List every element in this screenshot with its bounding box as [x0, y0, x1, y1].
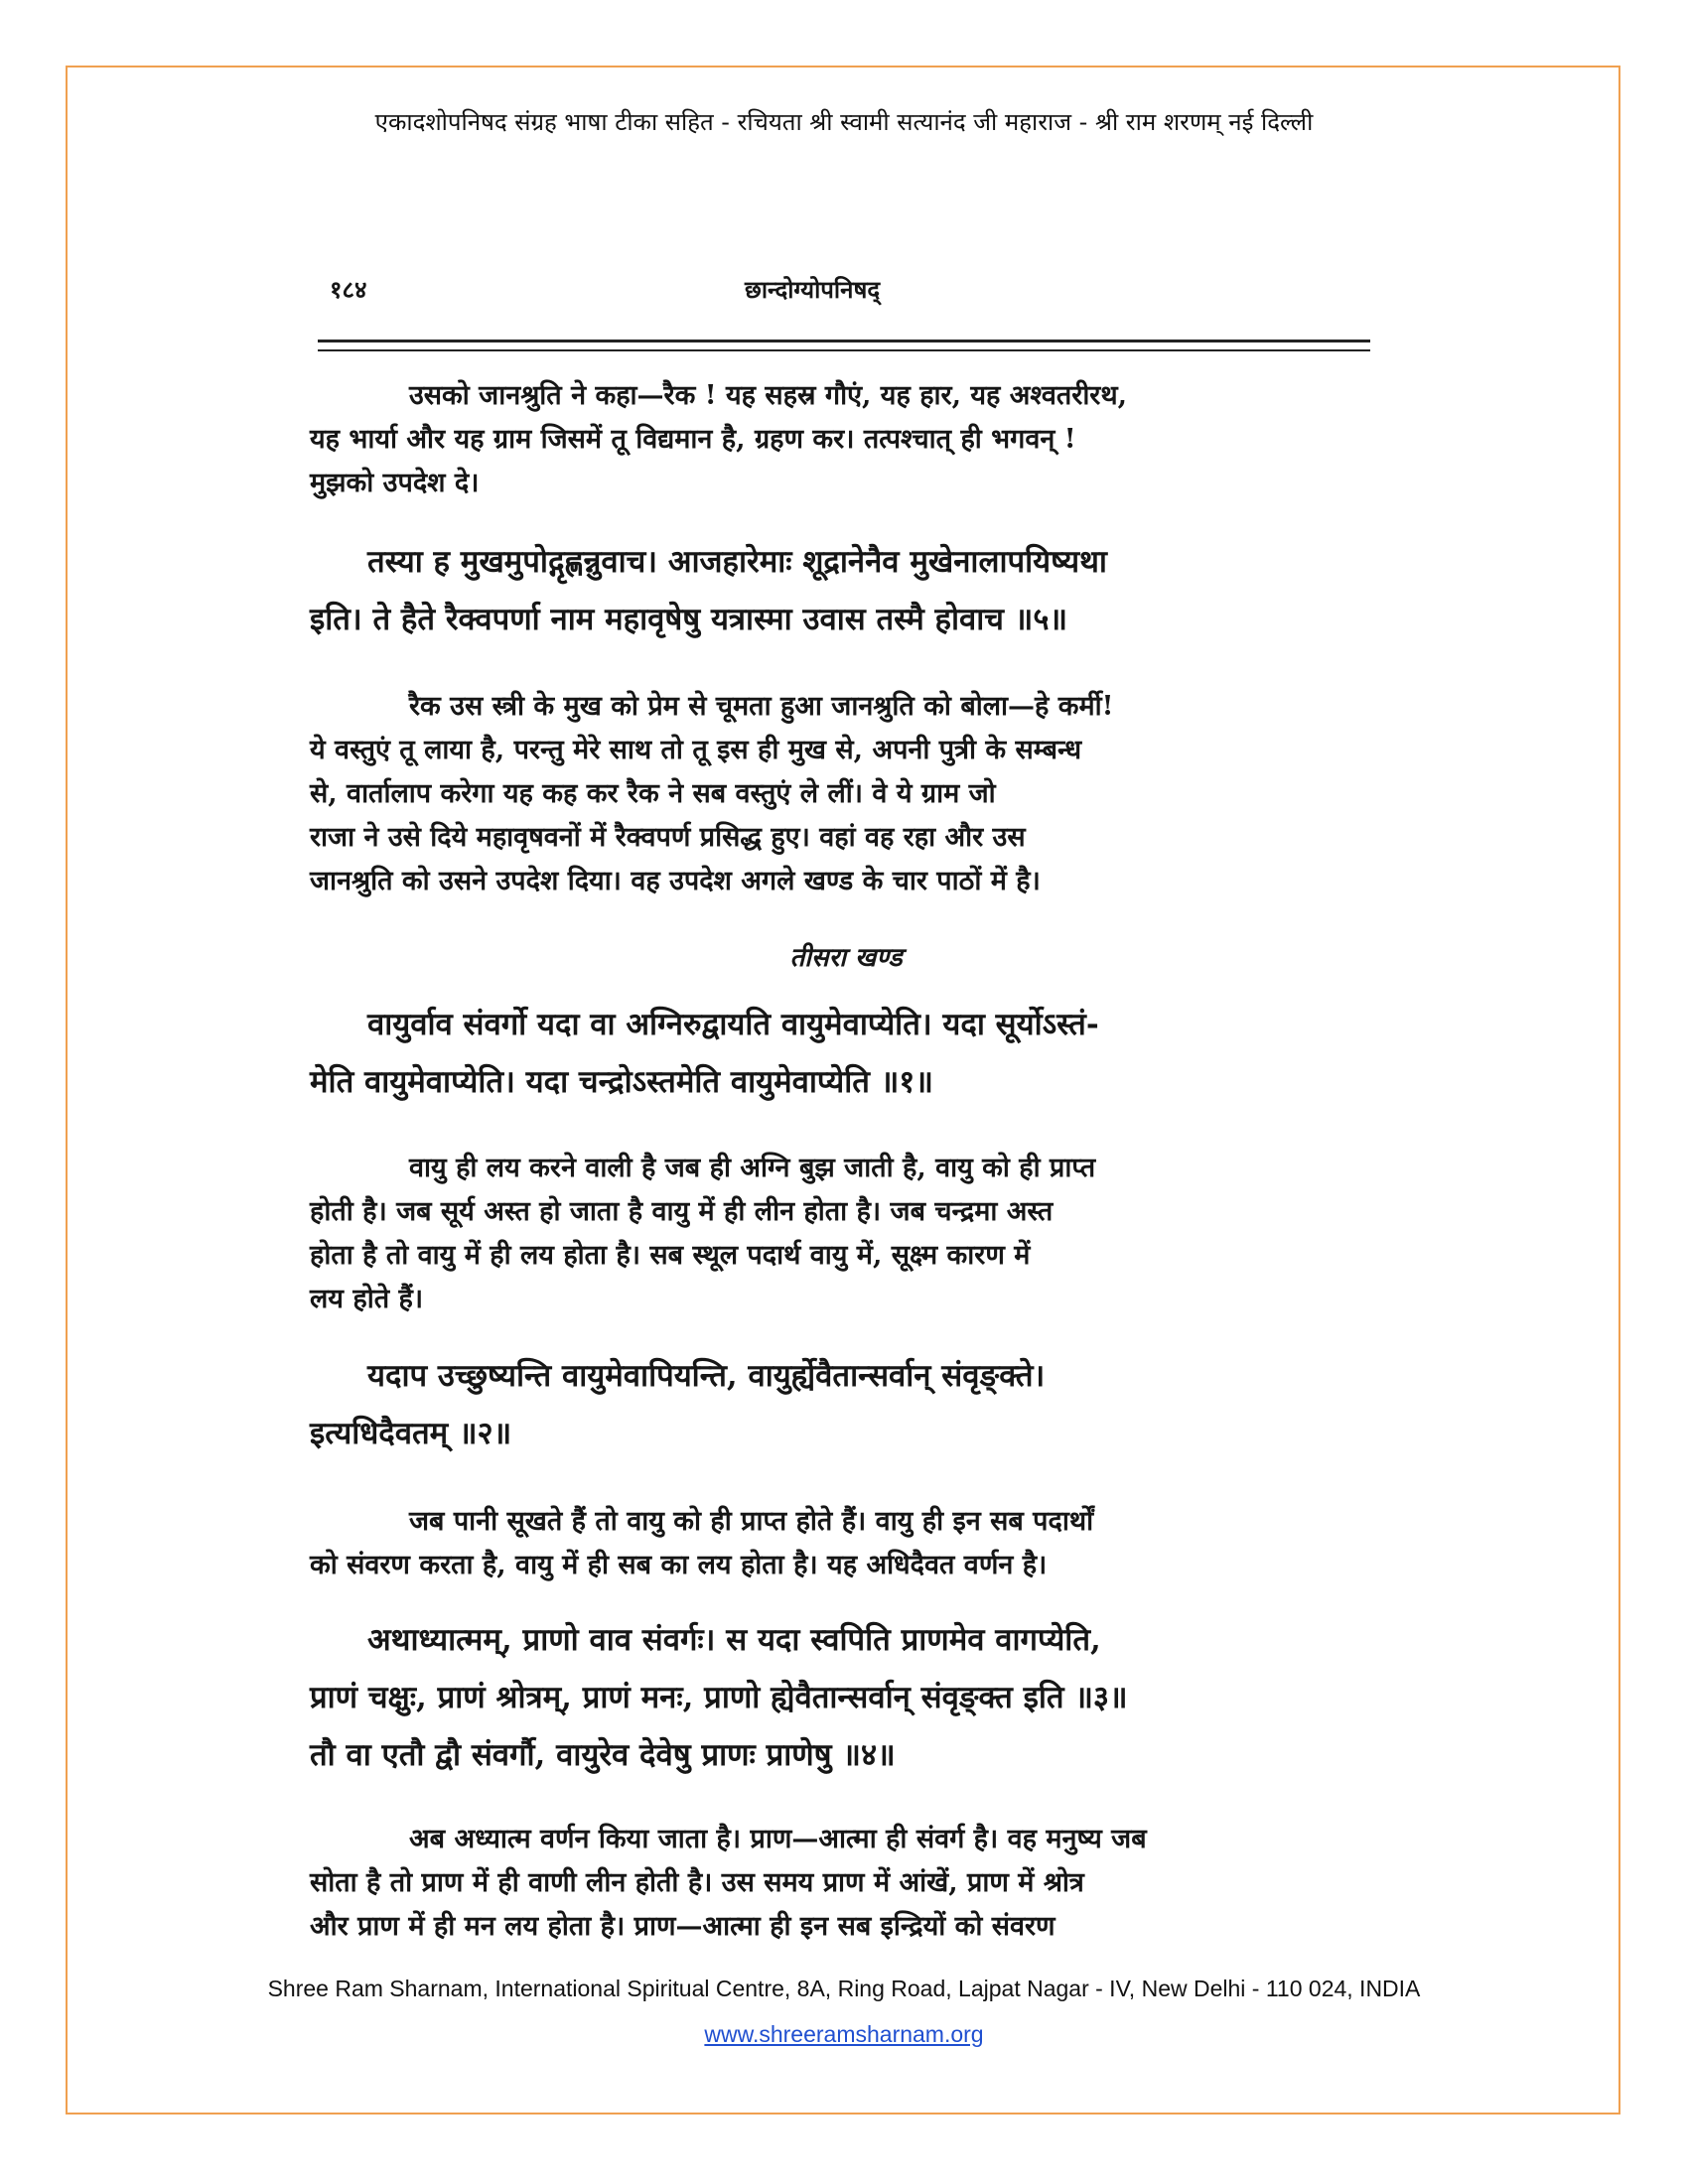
commentary-paragraph-4: [310, 1500, 1382, 1587]
page-header: एकादशोपनिषद संग्रह भाषा टीका सहित - रचियता श्री स्वामी सत्यानंद जी महाराज - श्री राम शरणम् नई दिल्ली: [374, 108, 1314, 136]
text-line: यह भार्या और यह ग्राम जिसमें तू विद्यमान है, ग्रहण कर। तत्पश्चात् ही भगवन् !: [310, 424, 1076, 455]
text-line: ये वस्तुएं तू लाया है, परन्तु मेरे साथ तो तू इस ही मुख से, अपनी पुत्री के सम्बन्ध: [310, 735, 1082, 765]
text-line: को संवरण करता है, वायु में ही सब का लय होता है। यह अधिदैवत वर्णन है।: [310, 1550, 1048, 1580]
text-line: लय होते हैं।: [310, 1284, 424, 1314]
text-line: और प्राण में ही मन लय होता है। प्राण—आत्मा ही इन सब इन्द्रियों को संवरण: [310, 1911, 1055, 1942]
verse-5: [310, 533, 1382, 648]
verse-line: अथाध्यात्मम्, प्राणो वाव संवर्गः। स यदा स्वपिति प्राणमेव वागप्येति,: [367, 1622, 1101, 1658]
running-title: छान्दोग्योपनिषद्: [745, 275, 881, 304]
text-line: सोता है तो प्राण में ही वाणी लीन होती है। उस समय प्राण में आंखें, प्राण में श्रोत्र: [310, 1867, 1084, 1898]
text-line: होती है। जब सूर्य अस्त हो जाता है वायु में ही लीन होता है। जब चन्द्रमा अस्त: [310, 1196, 1054, 1227]
verse-line: वायुर्वाव संवर्गो यदा वा अग्निरुद्वायति वायुमेवाप्येति। यदा सूर्योऽस्तं-: [367, 1007, 1099, 1042]
text-line: राजा ने उसे दिये महावृषवनों में रैक्वपर्ण प्रसिद्ध हुए। वहां वह रहा और उस: [310, 822, 1026, 853]
verse-line: तस्या ह मुखमुपोद्गृह्णन्नुवाच। आजहारेमाः शूद्रानेनैव मुखेनालापयिष्यथा: [367, 544, 1107, 580]
commentary-paragraph-3: [310, 1147, 1382, 1321]
verse-line: इत्यधिदैवतम् ॥२॥: [310, 1416, 512, 1451]
verse-line: यदाप उच्छुष्यन्ति वायुमेवापियन्ति, वायुर्ह्येवैतान्सर्वान् संवृङ्क्ते।: [367, 1358, 1046, 1394]
section-title: तीसरा खण्ड: [789, 943, 903, 973]
text-line: अब अध्यात्म वर्णन किया जाता है। प्राण—आत्मा ही संवर्ग है। वह मनुष्य जब: [409, 1824, 1147, 1854]
text-line: होता है तो वायु में ही लय होता है। सब स्थूल पदार्थ वायु में, सूक्ष्म कारण में: [310, 1240, 1031, 1271]
verse-line: तौ वा एतौ द्वौ संवर्गौ, वायुरेव देवेषु प्राणः प्राणेषु ॥४॥: [310, 1737, 896, 1773]
website-link[interactable]: www.shreeramsharnam.org: [704, 2021, 984, 2047]
text-line: जब पानी सूखते हैं तो वायु को ही प्राप्त होते हैं। वायु ही इन सब पदार्थों: [409, 1506, 1094, 1537]
verse-1: [310, 996, 1382, 1111]
commentary-paragraph-5: [310, 1818, 1382, 1949]
verse-line: प्राणं चक्षुः, प्राणं श्रोत्रम्, प्राणं मनः, प्राणो ह्येवैतान्सर्वान् संवृङ्क्त इति ॥३॥: [310, 1680, 1128, 1715]
verse-2: [310, 1347, 1382, 1462]
text-line: मुझको उपदेश दे।: [310, 468, 480, 498]
text-line: से, वार्तालाप करेगा यह कह कर रैक ने सब वस्तुएं ले लीं। वे ये ग्राम जो: [310, 778, 996, 809]
header-rule: [318, 340, 1370, 342]
commentary-paragraph-1: [310, 374, 1382, 505]
text-line: वायु ही लय करने वाली है जब ही अग्नि बुझ जाती है, वायु को ही प्राप्त: [409, 1153, 1096, 1183]
scanned-page: [298, 263, 1390, 1951]
scan-header: [298, 263, 1390, 323]
verses-3-4: [310, 1611, 1382, 1784]
header-rule-thin: [318, 349, 1370, 351]
text-line: जानश्रुति को उसने उपदेश दिया। वह उपदेश अगले खण्ड के चार पाठों में है।: [310, 866, 1041, 896]
text-line: उसको जानश्रुति ने कहा—रैक ! यह सहस्र गौएं, यह हार, यह अश्वतरीरथ,: [409, 380, 1128, 411]
text-line: रैक उस स्त्री के मुख को प्रेम से चूमता हुआ जानश्रुति को बोला—हे कर्मी!: [409, 691, 1114, 722]
page-number: १८४: [330, 275, 367, 304]
verse-line: मेति वायुमेवाप्येति। यदा चन्द्रोऽस्तमेति वायुमेवाप्येति ॥१॥: [310, 1064, 933, 1100]
verse-line: इति। ते हैते रैक्वपर्णा नाम महावृषेषु यत्रास्मा उवास तस्मै होवाच ॥५॥: [310, 602, 1068, 637]
footer-link-container: [0, 2021, 1688, 2048]
commentary-paragraph-2: [310, 685, 1382, 903]
footer-address: Shree Ram Sharnam, International Spiritual Centre, 8A, Ring Road, Lajpat Nagar - IV, New Delhi - 110 024, INDIA: [267, 1976, 1421, 2001]
